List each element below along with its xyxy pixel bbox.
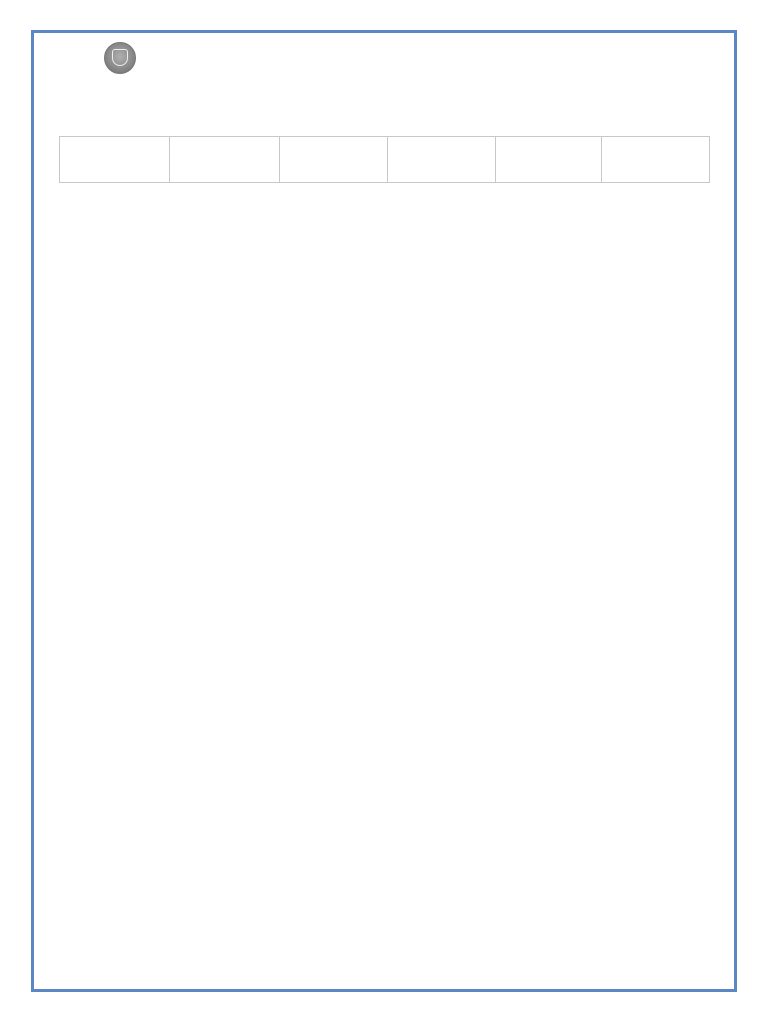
speech-and-drama-logo <box>594 46 734 116</box>
header-thursday <box>496 137 602 183</box>
school-crest-icon <box>104 42 136 74</box>
header-friday <box>602 137 710 183</box>
school-logo <box>38 40 203 112</box>
header-wednesday <box>388 137 496 183</box>
header-monday <box>170 137 280 183</box>
timetable <box>59 136 710 183</box>
header-time <box>60 137 170 183</box>
header-tuesday <box>280 137 388 183</box>
